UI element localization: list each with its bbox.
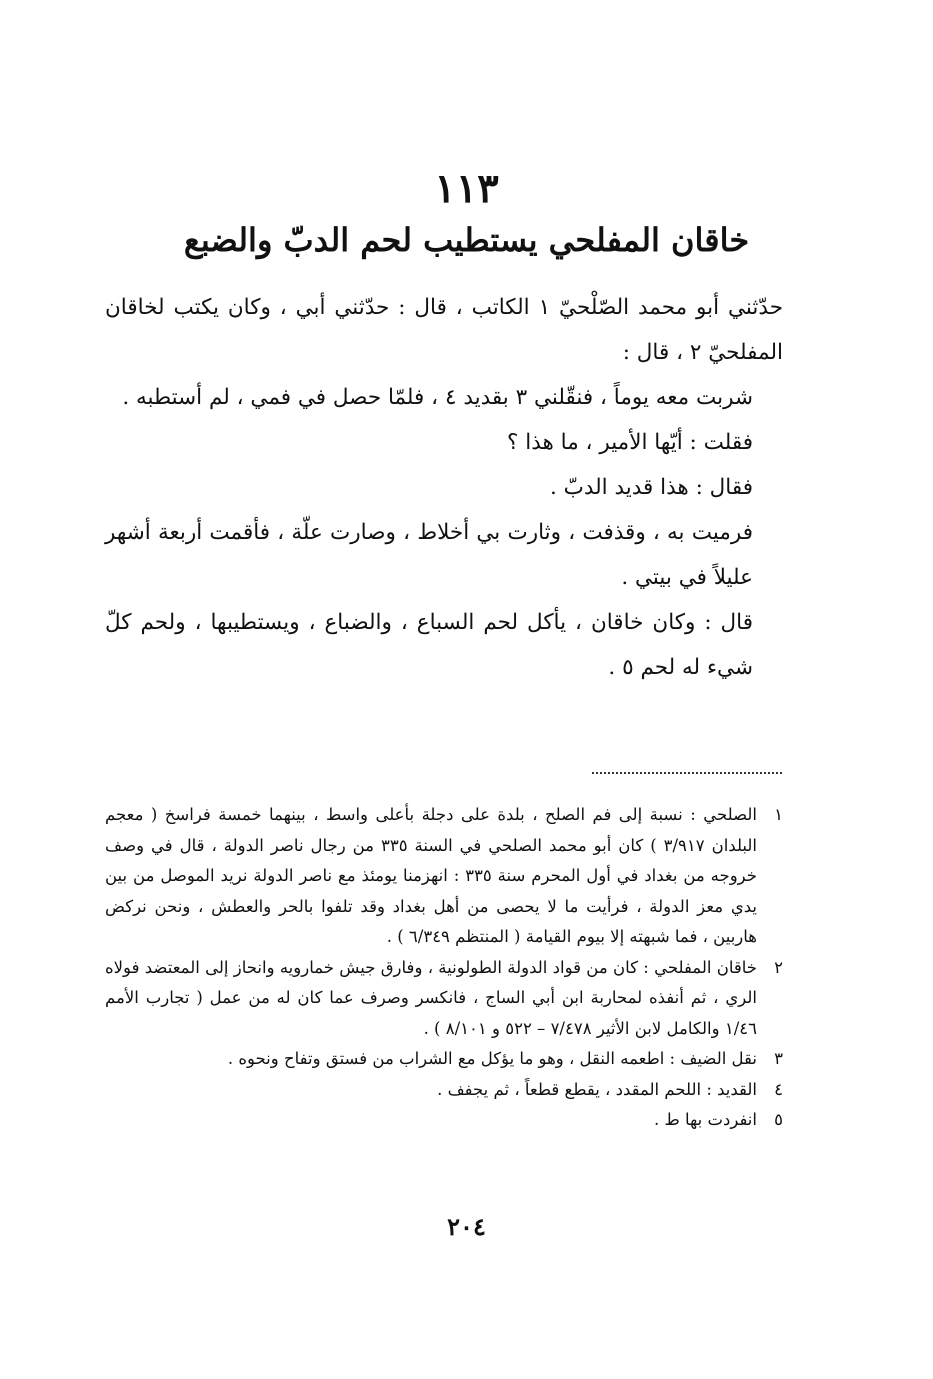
footnote [105,800,783,953]
footnotes [105,800,783,1136]
body-paragraph: فقلت : أيّها الأمير ، ما هذا ؟ [506,430,753,455]
footnote [105,1044,783,1075]
footnote-text: خاقان المفلحي : كان من قواد الدولة الطولونية ، وفارق جيش خمارويه وانحاز إلى المعتضد فولاه الري ، ثم أنفذه لمحاربة ابن أبي الساج ، فانكسر وصرف عما كان له من عمل ( تجارب الأمم ١/٤٦ والكامل لابن الأثير ٧/٤٧٨ – ٥٢٢ و ٨/١٠١ ) . [105,957,757,1038]
body-paragraph: قال : وكان خاقان ، يأكل لحم السباع ، والضباع ، ويستطيبها ، ولحم كلّ شيء له لحم ٥ . [105,610,753,680]
footnote-divider [592,772,782,774]
footnote [105,953,783,1045]
story-body [105,285,783,690]
body-paragraph: حدّثني أبو محمد الصّلْحيّ ١ الكاتب ، قال : حدّثني أبي ، وكان يكتب لخاقان المفلحيّ ٢ ، قال : [105,295,783,365]
footnote-number: ١ [774,805,783,824]
footnote-text: الصلحي : نسبة إلى فم الصلح ، بلدة على دجلة بأعلى واسط ، بينهما خمسة فراسخ ( معجم البلدان ٣/٩١٧ ) كان أبو محمد الصلحي في السنة ٣٣٥ من رجال ناصر الدولة ، قال في وصف خروجه من بغداد في أول المحرم سنة ٣٣٥ : انهزمنا يومئذ مع ناصر الدولة نريد الموصل من بين يدي معز الدولة ، فرأيت ما لا يحصى من أهل بغداد وقد تلفوا بالحر والعطش ، ونحن نركض هاربين ، فما شبهته إلا بيوم القيامة ( المنتظم ٦/٣٤٩ ) . [105,805,757,946]
footnote-number: ٣ [774,1049,783,1068]
footnote [105,1105,783,1136]
footnote-number: ٢ [774,957,783,977]
footnote-number: ٤ [774,1079,783,1099]
body-paragraph: فرميت به ، وقذفت ، وثارت بي أخلاط ، وصارت علّة ، فأقمت أربعة أشهر عليلاً في بيتي . [105,520,753,590]
footnote-text: نقل الضيف : اطعمه النقل ، وهو ما يؤكل مع الشراب من فستق وتفاح ونحوه . [227,1049,757,1068]
footnote-number: ٥ [774,1110,783,1129]
page-number: ٢٠٤ [447,1212,486,1241]
body-paragraph: فقال : هذا قديد الدبّ . [549,475,753,500]
footnote-text: القديد : اللحم المقدد ، يقطع قطعاً ، ثم يجفف . [437,1079,757,1099]
story-title: خاقان المفلحي يستطيب لحم الدبّ والضبع [183,221,750,259]
story-number: ١١٣ [434,165,499,212]
footnote-text: انفردت بها ط . [654,1110,757,1129]
body-paragraph: شربت معه يوماً ، فنقّلني ٣ بقديد ٤ ، فلمّا حصل في فمي ، لم أستطبه . [122,385,753,410]
footnote [105,1075,783,1106]
